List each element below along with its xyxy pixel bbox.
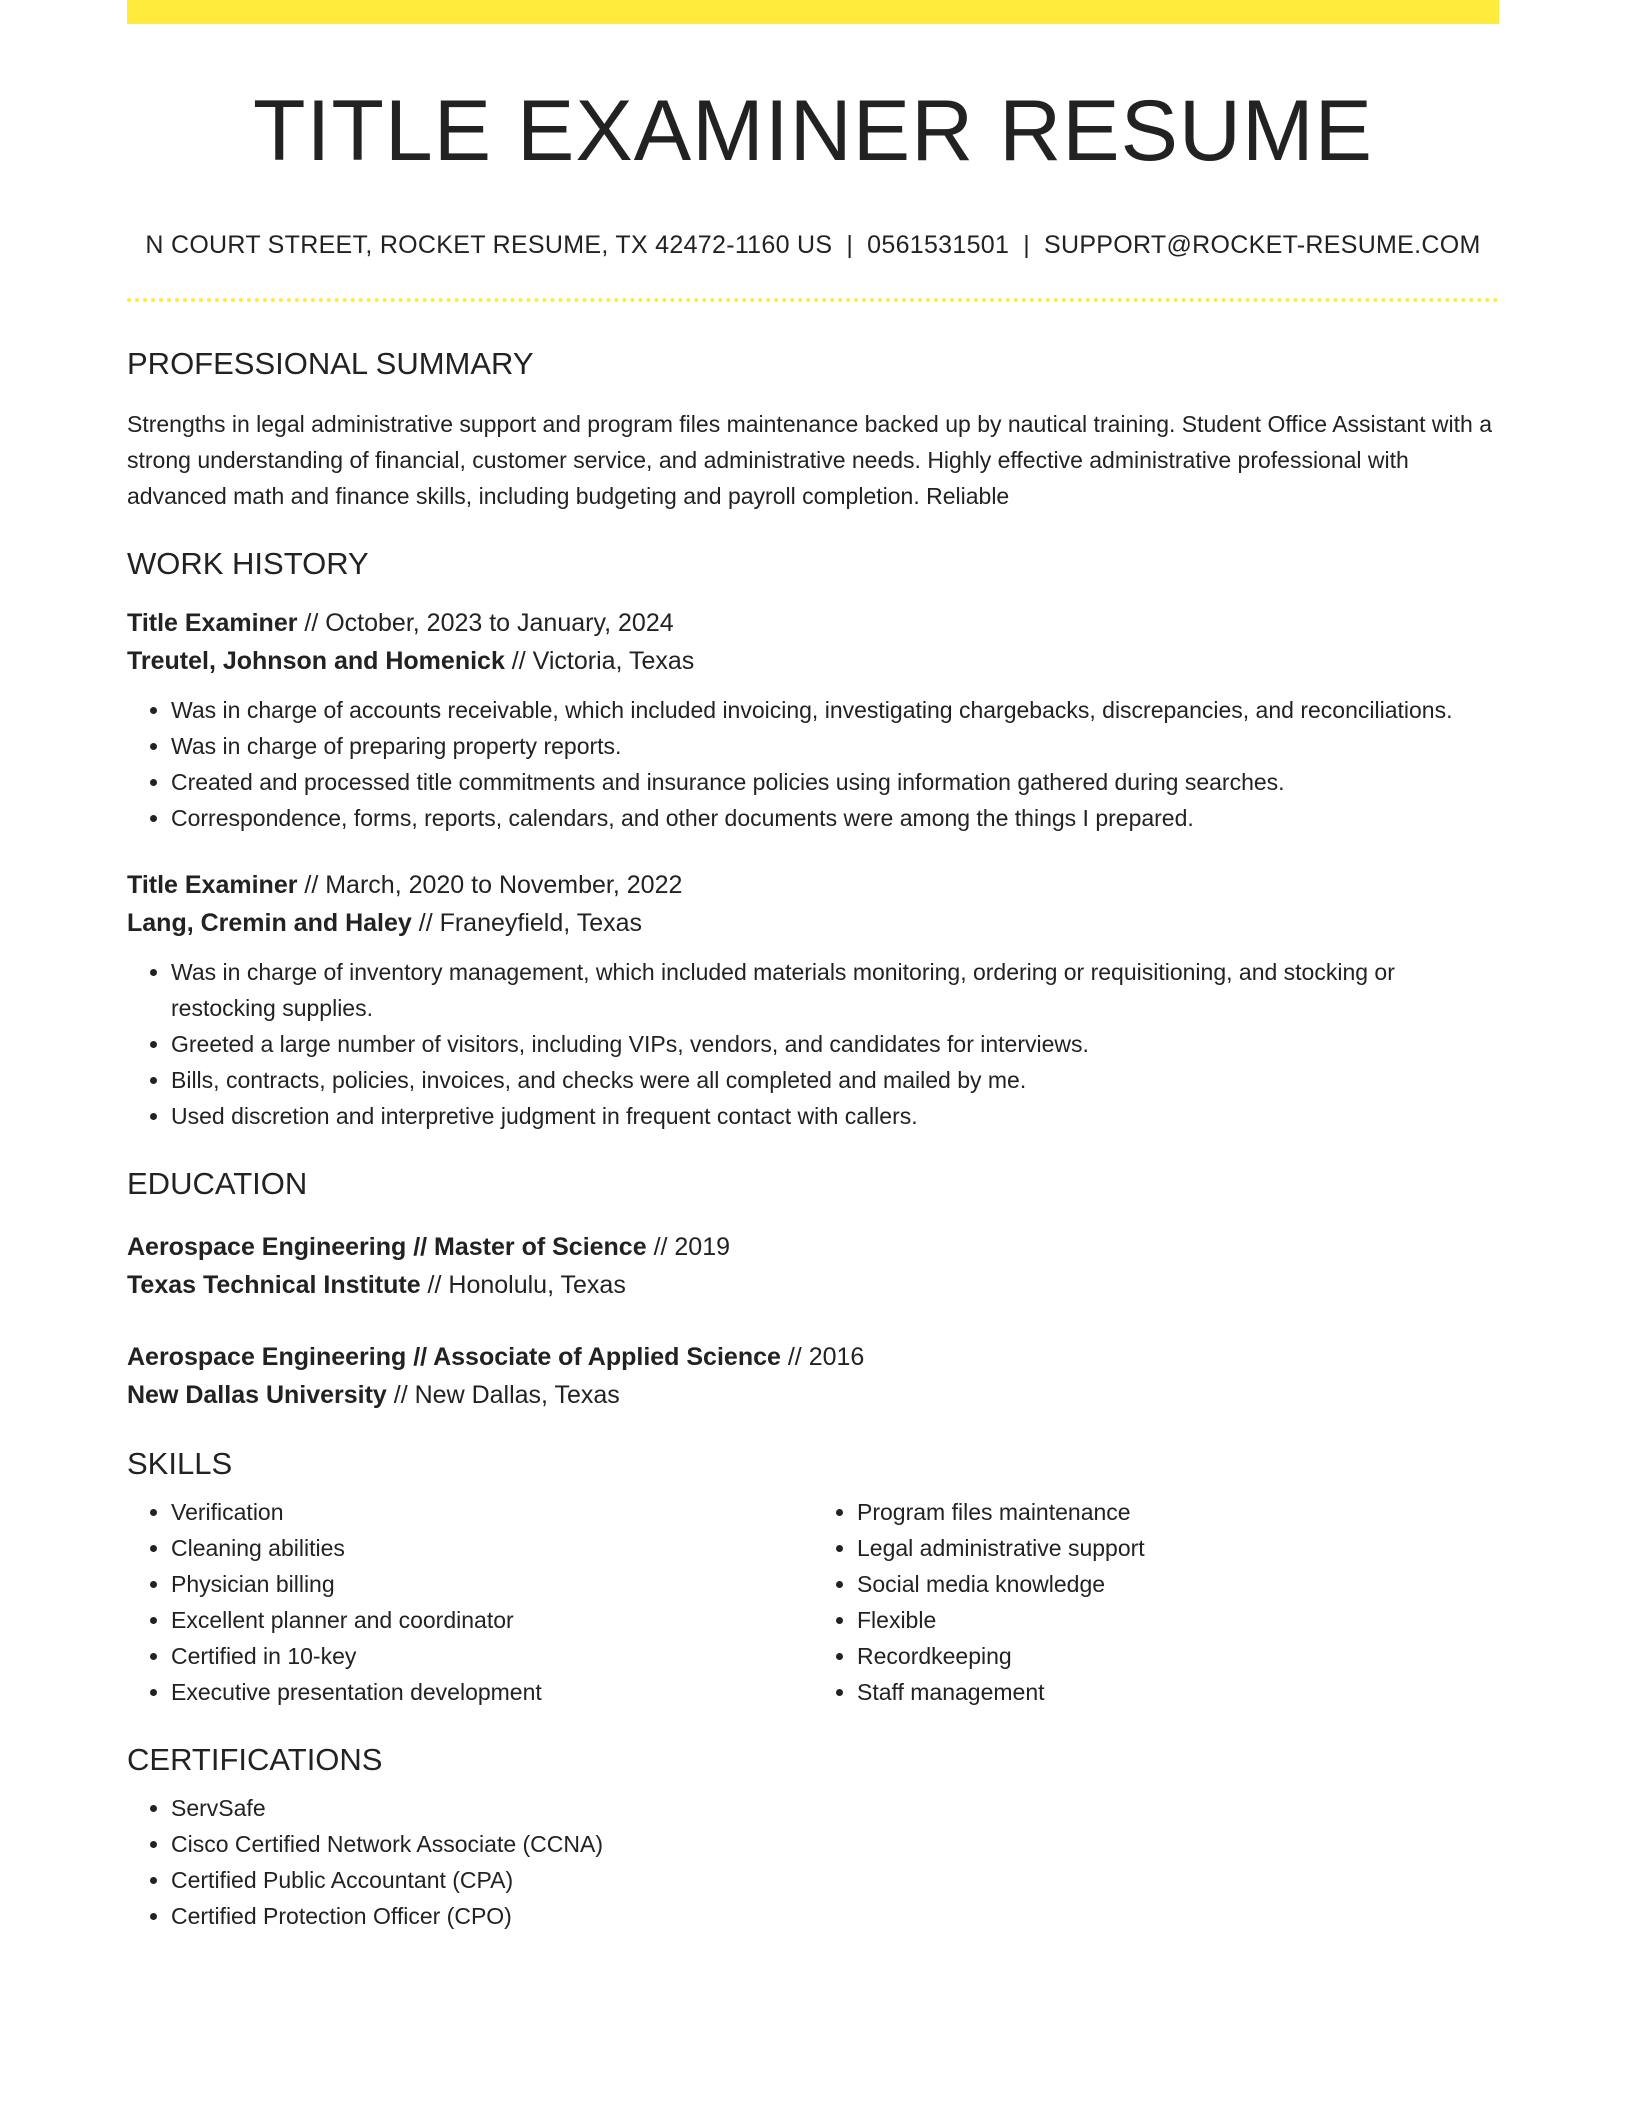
- job-bullet: • Used discretion and interpretive judgment in frequent contact with callers.: [171, 1098, 1499, 1134]
- job-dates: // October, 2023 to January, 2024: [297, 608, 674, 637]
- contact-separator: |: [846, 230, 854, 259]
- education-degree: Aerospace Engineering // Associate of Applied Science: [127, 1342, 781, 1371]
- contact-phone: 0561531501: [867, 230, 1010, 259]
- education-degree: Aerospace Engineering // Master of Science: [127, 1232, 647, 1261]
- job-bullet: • Greeted a large number of visitors, including VIPs, vendors, and candidates for interviews.: [171, 1026, 1499, 1062]
- dotted-divider: [127, 298, 1499, 302]
- skill-item: • Social media knowledge: [857, 1566, 1499, 1602]
- skill-item: • Cleaning abilities: [171, 1530, 813, 1566]
- job-entry: [127, 866, 1499, 1134]
- job-bullet: • Was in charge of preparing property reports.: [171, 728, 1499, 764]
- certification-item: • Certified Public Accountant (CPA): [171, 1862, 1499, 1898]
- job-location: // Franeyfield, Texas: [411, 908, 642, 937]
- job-title: Title Examiner: [127, 608, 298, 637]
- skill-item: • Excellent planner and coordinator: [171, 1602, 813, 1638]
- job-company-line: [127, 904, 1499, 942]
- job-bullet: • Created and processed title commitments and insurance policies using information gathered during searches.: [171, 764, 1499, 800]
- job-company: Treutel, Johnson and Homenick: [127, 646, 505, 675]
- summary-text: Strengths in legal administrative support and program files maintenance backed up by nautical training. Student Office Assistant with a strong understanding of financial, customer service, and administrative needs. Highly effective administrative professional with advanced math and finance skills, including budgeting and payroll completion. Reliable: [127, 410, 1493, 509]
- education-year: // 2019: [646, 1232, 731, 1261]
- contact-line: [127, 231, 1499, 260]
- job-dates: // March, 2020 to November, 2022: [297, 870, 683, 899]
- skill-item: • Staff management: [857, 1674, 1499, 1710]
- education-school-line: [127, 1376, 1499, 1414]
- summary-heading: PROFESSIONAL SUMMARY: [127, 345, 534, 381]
- education-location: // Honolulu, Texas: [420, 1270, 626, 1299]
- contact-separator: |: [1023, 230, 1030, 259]
- certification-item: • Cisco Certified Network Associate (CCNA): [171, 1826, 1499, 1862]
- job-title: Title Examiner: [127, 870, 298, 899]
- education-entry: [127, 1338, 1499, 1414]
- skills-right-list: [813, 1494, 1499, 1710]
- resume-title: TITLE EXAMINER RESUME: [252, 83, 1374, 179]
- skill-item: • Certified in 10-key: [171, 1638, 813, 1674]
- job-bullet: • Was in charge of accounts receivable, which included invoicing, investigating chargebacks, discrepancies, and reconciliations.: [171, 692, 1499, 728]
- skill-item: • Program files maintenance: [857, 1494, 1499, 1530]
- certifications-list: [127, 1790, 1499, 1934]
- skill-item: • Recordkeeping: [857, 1638, 1499, 1674]
- certification-item: • ServSafe: [171, 1790, 1499, 1826]
- job-bullet: • Bills, contracts, policies, invoices, and checks were all completed and mailed by me.: [171, 1062, 1499, 1098]
- certification-item: • Certified Protection Officer (CPO): [171, 1898, 1499, 1934]
- job-entry: [127, 604, 1499, 836]
- skills-heading: SKILLS: [127, 1445, 233, 1481]
- contact-email: SUPPORT@ROCKET-RESUME.COM: [1044, 230, 1481, 259]
- accent-top-bar: [127, 0, 1499, 24]
- education-entry: [127, 1228, 1499, 1304]
- skill-item: • Legal administrative support: [857, 1530, 1499, 1566]
- job-title-line: [127, 604, 1499, 642]
- education-school: Texas Technical Institute: [127, 1270, 421, 1299]
- work-history-heading: WORK HISTORY: [127, 545, 369, 581]
- education-degree-line: [127, 1338, 1499, 1376]
- job-company: Lang, Cremin and Haley: [127, 908, 412, 937]
- skill-item: • Flexible: [857, 1602, 1499, 1638]
- job-title-line: [127, 866, 1499, 904]
- skills-columns: [127, 1494, 1499, 1710]
- job-bullets: [127, 954, 1499, 1134]
- skills-left-list: [127, 1494, 813, 1710]
- education-degree-line: [127, 1228, 1499, 1266]
- contact-address: N COURT STREET, ROCKET RESUME, TX 42472-1160 US: [145, 230, 833, 259]
- skill-item: • Verification: [171, 1494, 813, 1530]
- skill-item: • Executive presentation development: [171, 1674, 813, 1710]
- certifications-heading: CERTIFICATIONS: [127, 1741, 383, 1777]
- education-year: // 2016: [780, 1342, 865, 1371]
- education-school: New Dallas University: [127, 1380, 387, 1409]
- education-school-line: [127, 1266, 1499, 1304]
- job-location: // Victoria, Texas: [504, 646, 695, 675]
- skill-item: • Physician billing: [171, 1566, 813, 1602]
- job-bullet: • Correspondence, forms, reports, calendars, and other documents were among the things I prepared.: [171, 800, 1499, 836]
- job-bullet: • Was in charge of inventory management, which included materials monitoring, ordering or requisitioning, and stocking or restocking supplies.: [171, 954, 1499, 1026]
- education-heading: EDUCATION: [127, 1165, 308, 1201]
- job-company-line: [127, 642, 1499, 680]
- job-bullets: [127, 692, 1499, 836]
- resume-content: [127, 0, 1499, 1934]
- education-location: // New Dallas, Texas: [386, 1380, 620, 1409]
